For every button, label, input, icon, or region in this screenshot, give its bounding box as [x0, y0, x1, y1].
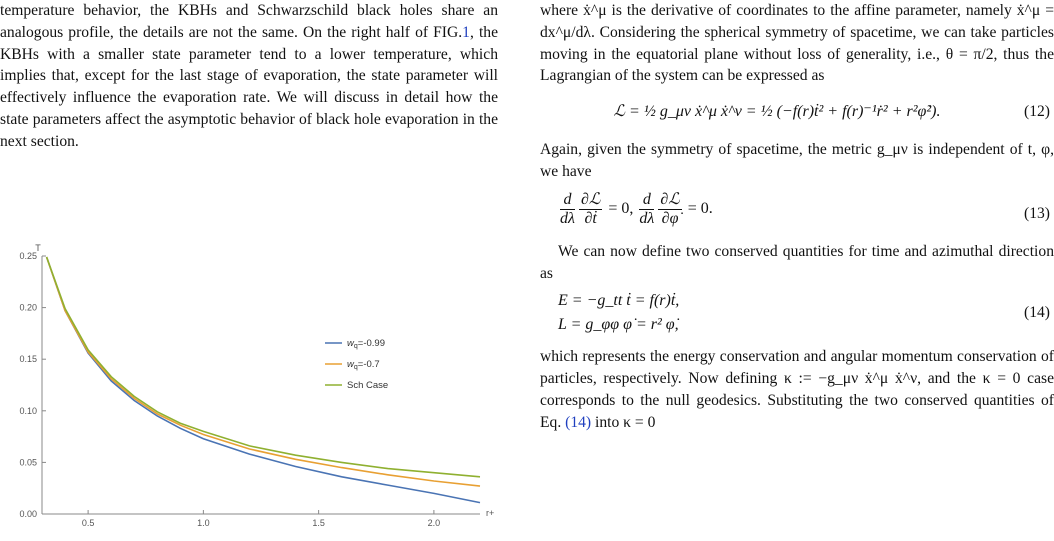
x-tick-label: 1.0	[197, 518, 210, 528]
legend-label-main: Sch Case	[347, 380, 389, 391]
legend-label-sub: q	[353, 343, 358, 350]
x-tick-label: 2.0	[427, 518, 441, 528]
para-conserved: We can now define two conserved quantities for time and azimuthal direction as	[540, 242, 1054, 282]
y-tick-label: 0.25	[19, 251, 37, 261]
y-axis-label: T	[35, 243, 41, 253]
eq14-number: (14)	[1024, 304, 1050, 322]
y-tick-label: 0.05	[19, 457, 37, 468]
eq14a: E = −g_tt ṫ = f(r)ṫ,	[558, 292, 680, 310]
equation-link[interactable]: (14)	[565, 413, 592, 431]
para-energy-text: which represents the energy conservation and angular momentum conservation of particles, respectively. Now defining κ := −g_μν ẋ^μ ẋ^ν, and the κ = 0 case corresponds to the null geodesics. Substituting the two conserved quantities of Eq.	[540, 348, 1054, 431]
eq13-b: = 0.	[687, 199, 713, 217]
eq13-number: (13)	[1024, 204, 1050, 222]
x-axis-label: r+	[486, 508, 495, 518]
eq14b: L = g_φφ φ̇ = r² φ̇,	[558, 316, 679, 334]
legend-label-0	[347, 338, 385, 350]
legend-label-main: w	[347, 359, 354, 370]
eq12-body: ℒ = ½ g_μν ẋ^μ ẋ^ν = ½ (−f(r)ṫ² + f(r)⁻¹ṙ² + r²φ̇²).	[613, 103, 941, 121]
series-line-1	[47, 257, 480, 486]
right-column	[540, 0, 1054, 434]
legend-label-rest: =-0.99	[357, 338, 385, 349]
equation-12	[540, 87, 1054, 139]
y-tick-label: 0.20	[19, 302, 37, 313]
eq13-a: = 0,	[608, 199, 634, 217]
left-column	[0, 0, 498, 153]
x-tick-label: 0.5	[81, 518, 95, 528]
left-text-cont: , the KBHs with a smaller state parameter tend to a lower temperature, which implies that, except for the last stage of evaporation, the state parameter will effectively influence the evaporation rate. We will discuss in detail how the state parameters affect the asymptotic behavior of black hole evaporation in the next section.	[0, 23, 498, 150]
series-line-2	[47, 257, 480, 477]
legend-label-sub: q	[353, 364, 358, 371]
left-paragraph	[0, 0, 498, 153]
para-lagrangian: where ẋ^μ is the derivative of coordinates to the affine parameter, namely ẋ^μ = dx^μ/dλ. Considering the spherical symmetry of spacetime, we can take particles moving in the equatorial plane without loss of generality, i.e., θ = π/2, thus the Lagrangian of the system can be expressed as	[540, 2, 1054, 85]
legend-label-2	[347, 380, 388, 391]
temperature-plot	[0, 233, 520, 533]
figure-link[interactable]: 1	[462, 23, 470, 41]
para-energy	[540, 346, 1054, 433]
eq12-number: (12)	[1024, 103, 1050, 121]
legend-label-main: w	[347, 338, 354, 349]
y-tick-label: 0.00	[19, 509, 37, 519]
legend-label-rest: =-0.7	[357, 359, 380, 370]
equation-14	[540, 284, 1054, 346]
y-tick-label: 0.10	[19, 405, 37, 416]
legend-label-1	[347, 359, 380, 371]
left-text: temperature behavior, the KBHs and Schwarzschild black holes share an analogous profile, the details are not the same. On the right half of FIG.	[0, 2, 498, 41]
equation-13: $\frac{d}{d\lambda}$ $\frac{\text{∂ℒ}}{\text{∂ṫ}}$ = 0, $\frac{d}{d\lambda}$ $\frac{\text{∂ℒ}}{\partial\varphi̇}$ = 0. (13)	[560, 190, 1050, 227]
y-tick-label: 0.15	[19, 354, 37, 365]
x-tick-label: 1.5	[312, 518, 325, 528]
para-metric: Again, given the symmetry of spacetime, the metric g_μν is independent of t, φ, we have	[540, 141, 1054, 180]
para-energy-cont: into κ = 0	[591, 413, 656, 431]
